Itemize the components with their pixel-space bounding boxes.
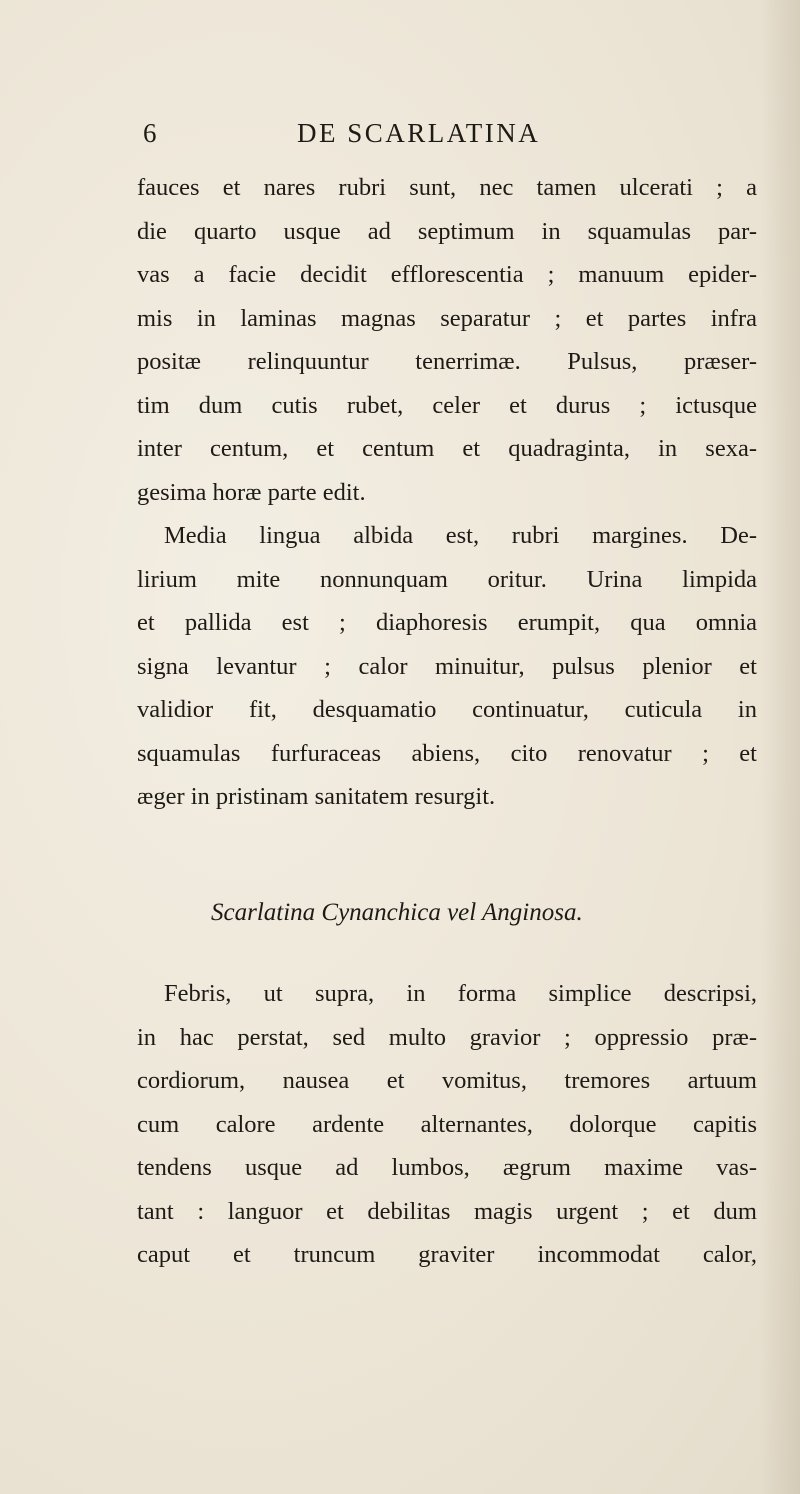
- text-line: caput et truncum graviter incommodat calor,: [137, 1241, 757, 1268]
- text-line: cum calore ardente alternantes, dolorque capitis: [137, 1110, 757, 1138]
- section-heading: Scarlatina Cynanchica vel Anginosa.: [211, 898, 583, 926]
- text-line: tim dum cutis rubet, celer et durus ; ictusque: [137, 391, 757, 419]
- text-line: die quarto usque ad septimum in squamulas par-: [137, 217, 757, 245]
- paragraph-2: [137, 514, 757, 819]
- text-line: Febris, ut supra, in forma simplice descripsi,: [164, 980, 757, 1007]
- text-line: mis in laminas magnas separatur ; et partes infra: [137, 304, 757, 332]
- running-head: [143, 118, 783, 158]
- text-line: vas a facie decidit efflorescentia ; manuum epider-: [137, 261, 757, 288]
- text-line: signa levantur ; calor minuitur, pulsus plenior et: [137, 652, 757, 680]
- running-title: DE SCARLATINA: [297, 118, 541, 148]
- text-line: et pallida est ; diaphoresis erumpit, qua omnia: [137, 609, 757, 636]
- text-line: tendens usque ad lumbos, ægrum maxime vas-: [137, 1154, 757, 1181]
- text-line: validior fit, desquamatio continuatur, cuticula in: [137, 696, 757, 723]
- text-line: cordiorum, nausea et vomitus, tremores artuum: [137, 1067, 757, 1094]
- text-line: lirium mite nonnunquam oritur. Urina limpida: [137, 565, 757, 593]
- text-line: in hac perstat, sed multo gravior ; oppressio præ-: [137, 1023, 757, 1051]
- page-edge-shadow: [760, 0, 800, 1494]
- page-number: 6: [143, 118, 158, 148]
- body-text: [137, 166, 757, 1277]
- text-line: fauces et nares rubri sunt, nec tamen ulcerati ; a: [137, 174, 757, 201]
- text-line: squamulas furfuraceas abiens, cito renovatur ; et: [137, 739, 757, 767]
- text-line: tant : languor et debilitas magis urgent ; et dum: [137, 1197, 757, 1225]
- paragraph-3: [137, 972, 757, 1277]
- paragraph-1: [137, 166, 757, 514]
- text-line: positæ relinquuntur tenerrimæ. Pulsus, præser-: [137, 348, 757, 375]
- text-line: gesima horæ parte edit.: [137, 478, 366, 506]
- text-line: Media lingua albida est, rubri margines. De-: [164, 522, 757, 549]
- text-line: inter centum, et centum et quadraginta, in sexa-: [137, 435, 757, 462]
- text-line: æger in pristinam sanitatem resurgit.: [137, 783, 496, 810]
